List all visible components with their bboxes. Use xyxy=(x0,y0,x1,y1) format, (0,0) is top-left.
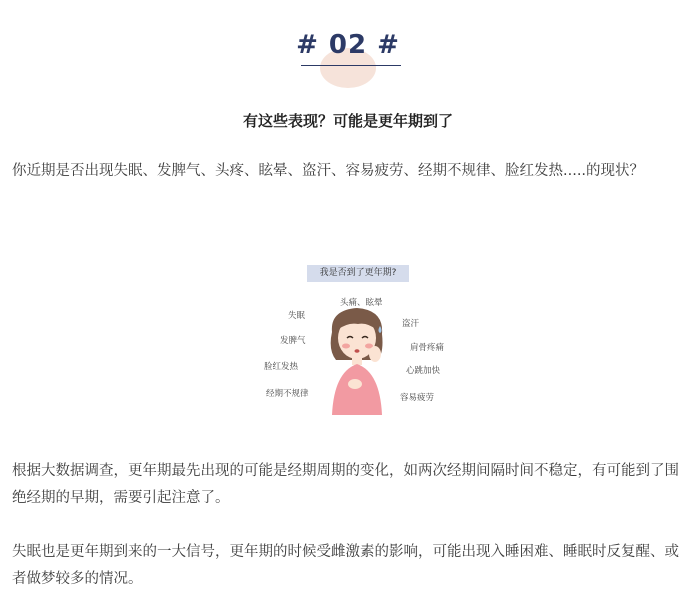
symptom-bone-pain: 肩骨疼痛 xyxy=(410,343,445,353)
paragraph-survey: 根据大数据调查，更年期最先出现的可能是经期周期的变化，如两次经期间隔时间不稳定，有可能到了围绝经期的早期，需要引起注意了。 xyxy=(12,463,679,506)
illustration-title: 我是否到了更年期? xyxy=(307,265,409,282)
woman-illustration-icon xyxy=(322,302,392,417)
symptom-heart: 心跳加快 xyxy=(406,366,441,376)
symptom-insomnia: 失眠 xyxy=(288,311,306,321)
section-underline xyxy=(301,65,401,66)
symptom-headache: 头痛、眩晕 xyxy=(340,298,383,308)
section-number: # 02 # xyxy=(296,30,400,60)
symptom-fatigue: 容易疲劳 xyxy=(400,393,435,403)
symptom-sweat: 盗汗 xyxy=(402,319,420,329)
section-heading: 有这些表现？可能是更年期到了 xyxy=(242,112,453,130)
symptom-temper: 发脾气 xyxy=(280,336,306,346)
symptom-flush: 脸红发热 xyxy=(264,362,299,372)
symptom-period: 经期不规律 xyxy=(266,389,309,399)
section-number-block xyxy=(0,28,696,78)
paragraph-insomnia: 失眠也是更年期到来的一大信号，更年期的时候受雌激素的影响，可能出现入睡困难、睡眠时反复醒、或者做梦较多的情况。 xyxy=(12,544,679,587)
paragraph-symptoms: 你近期是否出现失眠、发脾气、头疼、眩晕、盗汗、容易疲劳、经期不规律、脸红发热.....的现状？ xyxy=(12,163,645,179)
menopause-illustration xyxy=(250,262,464,420)
